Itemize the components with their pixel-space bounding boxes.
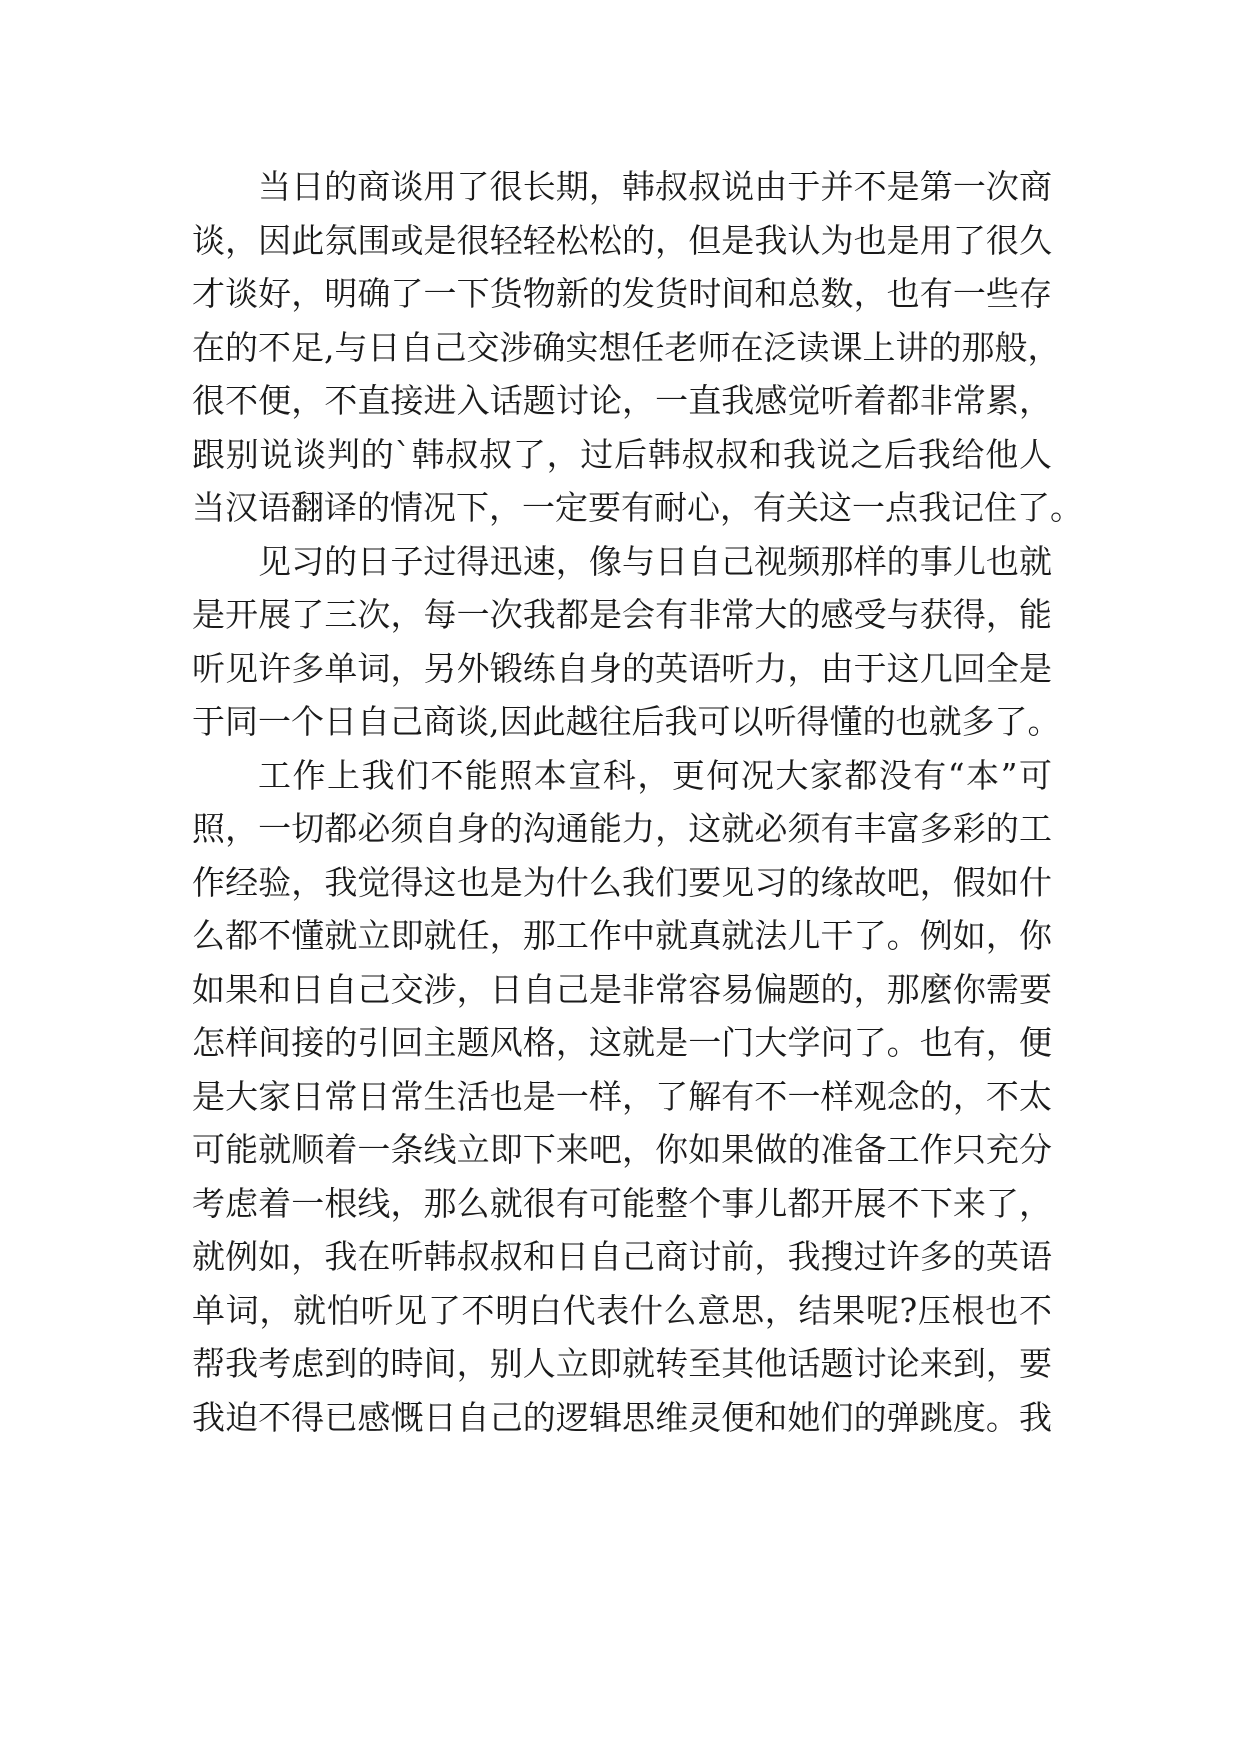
paragraph-1 <box>192 160 1083 535</box>
text-line: 可能就顺着一条线立即下来吧，你如果做的准备工作只充分 <box>192 1130 1052 1169</box>
text-line: 么都不懂就立即就任，那工作中就真就法儿干了。例如，你 <box>192 916 1052 955</box>
text-line: 听见许多单词，另外锻练自身的英语听力，由于这几回全是 <box>192 648 1052 688</box>
text-line: 我迫不得已感慨日自己的逻辑思维灵便和她们的弹跳度。我 <box>192 1397 1052 1437</box>
paragraph-2 <box>192 535 1061 749</box>
paragraph-3 <box>192 749 1052 1445</box>
text-line: 很不便，不直接进入话题讨论，一直我感觉听着都非常累， <box>192 381 1052 420</box>
text-line: 是开展了三次，每一次我都是会有非常大的感受与获得，能 <box>192 595 1052 634</box>
text-line: 就例如，我在听韩叔叔和日自己商讨前，我搜过许多的英语 <box>192 1237 1052 1276</box>
text-line: 如果和日自己交涉，日自己是非常容易偏题的，那麼你需要 <box>192 969 1052 1009</box>
text-line: 工作上我们不能照本宣科，更何况大家都没有“本”可 <box>258 755 1052 795</box>
text-line: 当日的商谈用了很长期，韩叔叔说由于并不是第一次商 <box>258 167 1052 206</box>
text-line: 跟别说谈判的`韩叔叔了，过后韩叔叔和我说之后我给他人 <box>192 434 1052 474</box>
text-line: 见习的日子过得迅速，像与日自己视频那样的事儿也就 <box>258 541 1052 581</box>
text-line: 单词，就怕听见了不明白代表什么意思，结果呢?压根也不 <box>192 1290 1052 1330</box>
text-line: 谈，因此氛围或是很轻轻松松的，但是我认为也是用了很久 <box>192 220 1052 260</box>
text-line: 帮我考虑到的時间，别人立即就转至其他话题讨论来到，要 <box>192 1344 1052 1383</box>
text-line: 作经验，我觉得这也是为什么我们要见习的缘故吧，假如什 <box>192 862 1052 902</box>
text-line: 于同一个日自己商谈,因此越往后我可以听得懂的也就多了。 <box>192 702 1061 741</box>
text-line: 才谈好，明确了一下货物新的发货时间和总数，也有一些存 <box>192 274 1052 313</box>
text-line: 照，一切都必须自身的沟通能力，这就必须有丰富多彩的工 <box>192 809 1052 848</box>
text-line: 在的不足,与日自己交涉确实想任老师在泛读课上讲的那般， <box>192 327 1061 367</box>
text-line: 当汉语翻译的情况下，一定要有耐心，有关这一点我记住了。 <box>192 488 1083 527</box>
text-line: 考虑着一根线，那么就很有可能整个事儿都开展不下来了， <box>192 1183 1052 1223</box>
document-body <box>192 160 1083 1444</box>
text-line: 怎样间接的引回主题风格，这就是一门大学问了。也有，便 <box>192 1023 1052 1062</box>
text-line: 是大家日常日常生活也是一样，了解有不一样观念的，不太 <box>192 1076 1052 1116</box>
